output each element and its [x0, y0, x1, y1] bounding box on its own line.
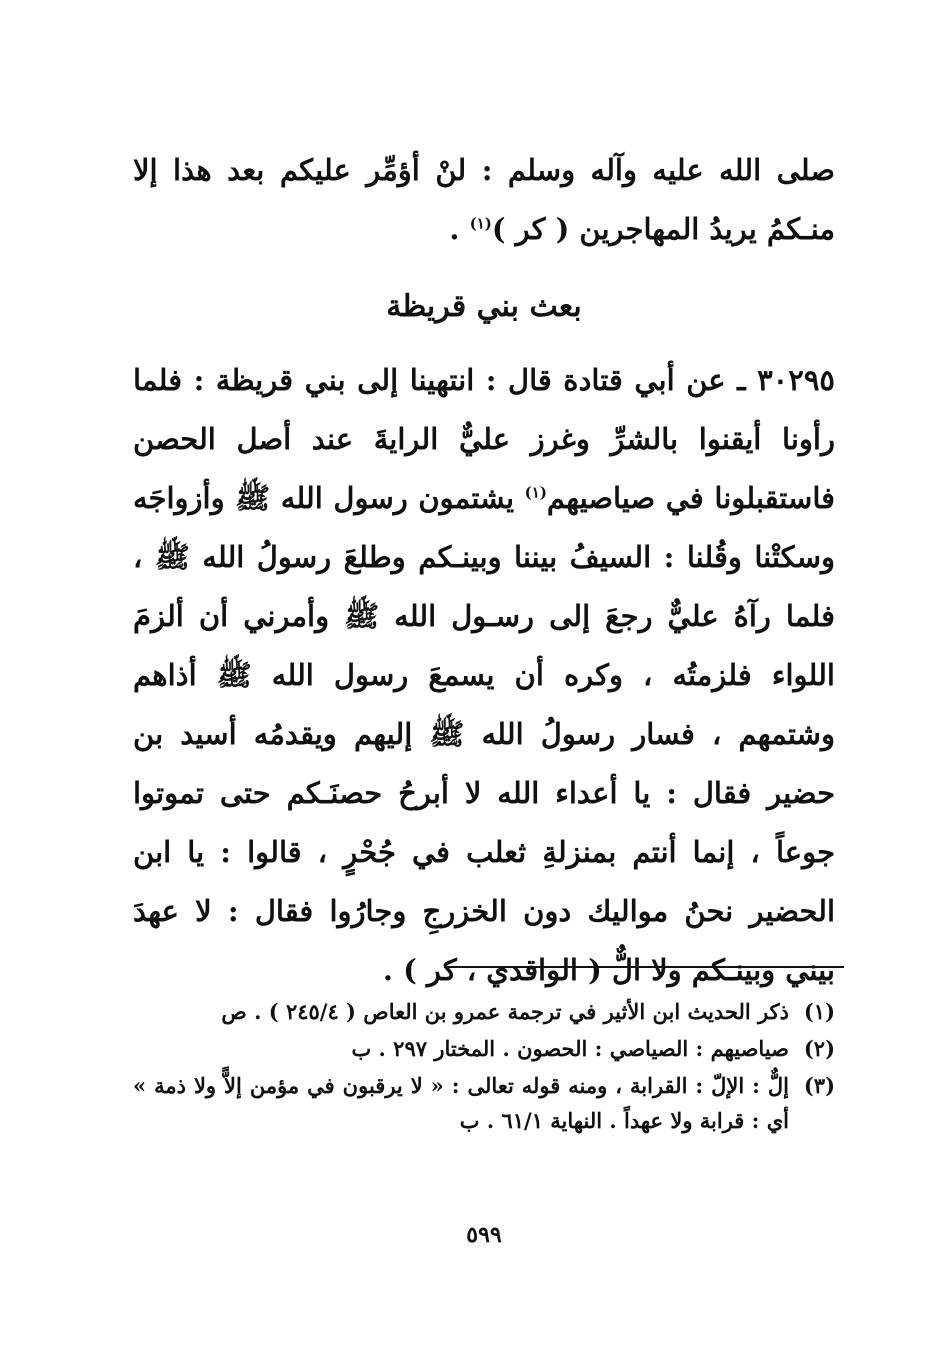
footnotes [133, 994, 835, 1140]
hadith-paragraph [133, 351, 835, 1000]
footnote-text: إلٌّ : الإلّ : القرابة ، ومنه قوله تعالى : « لا يرقبون في مؤمن إلاًّ ولا ذمة » أي : قرابة ولا عهداً . النهاية ٦١/١ . ب [133, 1073, 789, 1133]
footnote-ref-1: (١) [469, 214, 492, 233]
page-number: ٥٩٩ [466, 1222, 502, 1248]
footnote-number: (٢) [803, 1036, 835, 1061]
footnote-text: صياصيهم : الصياصي : الحصون . المختار ٢٩٧ . ب [351, 1036, 789, 1061]
opening-paragraph-text [133, 141, 835, 259]
opening-text: صلى الله عليه وآله وسلم : لنْ أؤمِّر عليكم بعد هذا إلا منـكمُ يريدُ المهاجرين ( كر ) [133, 153, 835, 246]
hadith-part-2: يشتمون رسول الله ﷺ وأزواجَه وسكتْنا وقُلنا : السيفُ بيننا وبينـكم وطلعَ رسولُ الله ﷺ ، فلما رآهُ عليٌّ رجعَ إلى رسـول الله ﷺ وأمرني أن ألزمَ اللواء فلزمتُه ، وكره أن يسمعَ رسول الله ﷺ أذاهم وشتمهم ، فسار رسولُ الله ﷺ إليهم ويقدمُه أسيد بن حضير فقال : يا أعداء الله لا أبرحُ حصنَـكم حتى تموتوا جوعاً ، إنما أنتم بمنزلةِ ثعلب في جُحْرٍ ، قالوا : يا ابن الحضير نحنُ مواليك دون الخزرجِ وجارُوا فقال : لا عهدَ بيني وبينـكم ولا الٌّ ( الواقدي ، كر ) . [133, 481, 835, 987]
footnote-item [133, 1031, 835, 1066]
footnote-ref-2: (١) [524, 483, 547, 502]
section-heading: بعث بني قريظة [386, 289, 582, 324]
footnote-number: (٣) [803, 1073, 835, 1098]
opening-paragraph [133, 141, 835, 259]
footnote-number: (١) [803, 999, 835, 1024]
opening-end: . [449, 212, 470, 246]
footnote-item [133, 1068, 835, 1138]
hadith-part-1: ٣٠٢٩٥ ـ عن أبي قتادة قال : انتهينا إلى بني قريظة : فلما رأونا أيقنوا بالشرِّ وغرز عليٌّ الرايةَ عند أصل الحصن فاستقبلونا في صياصيهم [133, 363, 836, 515]
footnote-item [133, 994, 835, 1029]
footnote-text: ذكر الحديث ابن الأثير في ترجمة عمرو بن العاص ( ٢٤٥/٤ ) . ص [221, 999, 789, 1024]
footnote-divider [444, 966, 844, 968]
hadith-text [133, 351, 835, 1000]
